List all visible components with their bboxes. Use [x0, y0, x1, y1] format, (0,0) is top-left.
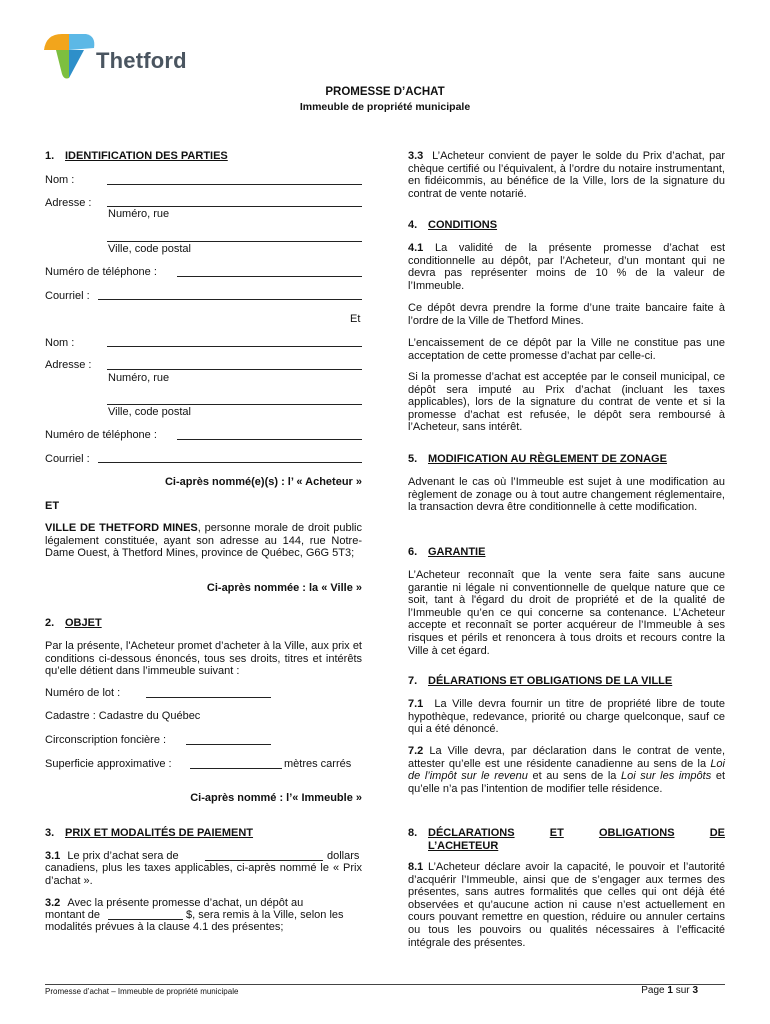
clause-3-1-number: 3.1	[45, 850, 61, 862]
clause-3-3-text: L’Acheteur convient de payer le solde du Prix d’achat, par chèque certifié ou l’équivalent, à l’ordre du notaire instrumentant, en fidéicommis, au bénéfice de la Ville, lors de la signature du contrat de vente notarié.	[408, 150, 725, 200]
nom-label-1: Nom :	[45, 174, 75, 186]
clause-7-2	[408, 745, 725, 795]
telephone-field-1[interactable]	[177, 276, 362, 277]
section-5-text: Advenant le cas où l’Immeuble est sujet à une modification au règlement de zonage ou à tout autre changement réglementaire, la transaction devra être conditionnelle à cette modification.	[408, 476, 725, 514]
clause-4-1	[408, 242, 725, 292]
ville-party-description: , personne morale de droit public légalement constituée, ayant son adresse au 144, rue Notre-Dame Ouest, à Thetford Mines, province de Québec, G6G 5T3;	[45, 522, 362, 560]
section-6-number: 6.	[408, 546, 418, 558]
clause-7-1	[408, 698, 725, 736]
telephone-label-2: Numéro de téléphone :	[45, 429, 157, 441]
clause-7-2-number: 7.2	[408, 745, 424, 757]
courriel-field-1[interactable]	[98, 299, 362, 300]
footer-left-text: Promesse d’achat – Immeuble de propriété municipale	[45, 987, 239, 996]
section-4-title: CONDITIONS	[428, 219, 498, 231]
section-6-text: L’Acheteur reconnaît que la vente sera faite sans aucune garantie ni légale ni conventionnelle de quelque nature que ce soit, tant à l'égard du droit de propriété et de la qualité de l’Immeuble qu’en ce qui concerne sa contenance. L’Acheteur accepte et reconnaît se porter acquéreur de l’Immeuble à ses risques et périls et renoncera à tous droits et recours contre la Ville à cet égard.	[408, 569, 725, 657]
prix-achat-field[interactable]	[205, 860, 323, 861]
adresse-field-1[interactable]	[107, 206, 362, 207]
nom-field-1[interactable]	[107, 184, 362, 185]
section-8-title-line1	[428, 827, 725, 840]
section-2-title: OBJET	[65, 617, 102, 629]
ci-apres-acheteur: Ci-après nommé(e)(s) : l’ « Acheteur »	[164, 476, 362, 488]
courriel-label-1: Courriel :	[45, 290, 90, 302]
clause-3-2-montant-label: montant de	[45, 909, 101, 921]
section-2-number: 2.	[45, 617, 55, 629]
clause-3-2-text-a: Avec la présente promesse d’achat, un dépôt au	[67, 897, 304, 909]
clause-3-2-line1	[45, 897, 362, 910]
ville-party-paragraph	[45, 522, 362, 560]
section-8-title-word1: DÉCLARATIONS	[428, 827, 515, 839]
clause-8-1	[408, 861, 725, 949]
clause-3-2-number: 3.2	[45, 897, 61, 909]
ci-apres-ville: Ci-après nommée : la « Ville »	[206, 582, 362, 594]
clause-4-1-number: 4.1	[408, 242, 424, 254]
clause-3-1-dollars: dollars	[327, 850, 360, 862]
section-8-title-word4: DE	[709, 827, 725, 839]
ville-caption-1: Ville, code postal	[108, 243, 191, 255]
clause-7-2-law-1: Loi de l’impôt sur le revenu	[408, 757, 725, 783]
clause-3-1-text-c: canadiens, plus les taxes applicables, ci-après nommé le « Prix d’achat ».	[45, 862, 362, 887]
footer-page-number	[560, 985, 698, 996]
thetford-logo	[42, 30, 192, 82]
adresse-label-1: Adresse :	[45, 197, 92, 209]
section-3-number: 3.	[45, 827, 55, 839]
adresse-field-2[interactable]	[107, 369, 362, 370]
section-7-title: DÉLARATIONS ET OBLIGATIONS DE LA VILLE	[428, 675, 673, 687]
section-8-title-word2: ET	[549, 827, 564, 839]
paragraph-si-acceptee: Si la promesse d’achat est acceptée par le conseil municipal, ce dépôt sera imputé au Prix d’achat (incluant les taxes applicables), lors de la signature du contrat de vente et si la promesse d’achat est refusée, le dépôt sera remboursé à l’Acheteur, sans intérêt.	[408, 371, 725, 434]
depot-montant-field[interactable]	[108, 919, 183, 920]
thetford-logo-icon	[42, 30, 98, 82]
clause-4-1-text: La validité de la présente promesse d’achat est conditionnelle au dépôt, par l’Acheteur, d’un montant qui ne devra pas représenter moins de 10 % de la valeur de l’Immeuble.	[408, 242, 725, 292]
circonscription-label: Circonscription foncière :	[45, 734, 167, 746]
footer-total-pages: 3	[692, 985, 698, 996]
clause-8-1-text: L’Acheteur déclare avoir la capacité, le pouvoir et l’autorité d’acquérir l’Immeuble, ainsi que de s’engager aux termes des présentes, sans autres formalités que celles qui ont déjà été observées et qu’aucune action ni cause n’est actuellement en cours pouvant remettre en question, réduire ou annuler certains ou tous les pouvoirs ou qualités nécessaires à l’efficacité intégrale des présentes.	[408, 861, 725, 949]
section-8-title	[428, 827, 725, 852]
section-1-number: 1.	[45, 150, 55, 162]
section-5-number: 5.	[408, 453, 418, 465]
footer-page-word: Page	[641, 985, 665, 996]
lot-label: Numéro de lot :	[45, 687, 121, 699]
section-6-title: GARANTIE	[428, 546, 486, 558]
clause-3-3-number: 3.3	[408, 150, 424, 162]
clause-7-1-number: 7.1	[408, 698, 424, 710]
section-8-number: 8.	[408, 827, 418, 839]
section-3-title: PRIX ET MODALITÉS DE PAIEMENT	[65, 827, 254, 839]
lot-field[interactable]	[146, 697, 271, 698]
nom-field-2[interactable]	[107, 346, 362, 347]
telephone-label-1: Numéro de téléphone :	[45, 266, 157, 278]
ci-apres-immeuble: Ci-après nommé : l’« Immeuble »	[190, 792, 362, 804]
section-8-title-word3: OBLIGATIONS	[598, 827, 675, 839]
footer-current-page: 1	[667, 985, 673, 996]
et-heading: ET	[45, 500, 60, 512]
paragraph-depot: Ce dépôt devra prendre la forme d’une traite bancaire faite à l’ordre de la Ville de Thetford Mines.	[408, 302, 725, 327]
section-4-number: 4.	[408, 219, 418, 231]
paragraph-encaissement: L’encaissement de ce dépôt par la Ville ne constitue pas une acceptation de cette promesse d’achat par celle-ci.	[408, 337, 725, 362]
numero-rue-caption-1: Numéro, rue	[108, 208, 170, 220]
section-2-text: Par la présente, l'Acheteur promet d’acheter à la Ville, aux prix et conditions ci-dessous énoncés, tous ses droits, titres et intérêts qu’elle détient dans l’immeuble suivant :	[45, 640, 362, 678]
telephone-field-2[interactable]	[177, 439, 362, 440]
clause-7-1-text: La Ville devra fournir un titre de propriété libre de toute hypothèque, redevance, priorité ou charge quelconque, sauf ce qui a été dénoncé.	[408, 698, 725, 736]
ville-party-name: VILLE DE THETFORD MINES	[45, 522, 198, 534]
courriel-field-2[interactable]	[98, 462, 362, 463]
page-subtitle: Immeuble de propriété municipale	[299, 101, 471, 113]
numero-rue-caption-2: Numéro, rue	[108, 372, 170, 384]
section-5-title: MODIFICATION AU RÈGLEMENT DE ZONAGE	[428, 453, 667, 465]
clause-3-2-text-c: $, sera remis à la Ville, selon les	[186, 909, 344, 921]
superficie-field[interactable]	[190, 768, 282, 769]
section-8-title-line2: L’ACHETEUR	[428, 839, 499, 852]
clause-3-2-text-d: modalités prévues à la clause 4.1 des présentes;	[45, 921, 284, 933]
section-1-title: IDENTIFICATION DES PARTIES	[65, 150, 228, 162]
clause-7-2-law-2: Loi sur les impôts	[620, 770, 712, 783]
footer-sur-word: sur	[675, 985, 690, 996]
clause-8-1-number: 8.1	[408, 861, 424, 873]
clause-7-2-text-c: et qu’elle n’a pas l’intention de modifier telle résidence.	[408, 770, 725, 795]
ville-caption-2: Ville, code postal	[108, 406, 191, 418]
superficie-label: Superficie approximative :	[45, 758, 172, 770]
metres-carres-unit: mètres carrés	[284, 758, 352, 770]
clause-7-2-text-b: et au sens de la	[527, 770, 621, 783]
logo-text: Thetford	[96, 48, 187, 73]
nom-label-2: Nom :	[45, 337, 75, 349]
clause-3-3	[408, 150, 725, 200]
adresse-label-2: Adresse :	[45, 359, 92, 371]
ville-field-1[interactable]	[107, 241, 362, 242]
clause-3-1-text-a: Le prix d’achat sera de	[67, 850, 179, 862]
circonscription-field[interactable]	[186, 744, 271, 745]
page-title: PROMESSE D’ACHAT	[325, 86, 445, 98]
et-separator: Et	[350, 313, 361, 325]
ville-field-2[interactable]	[107, 404, 362, 405]
courriel-label-2: Courriel :	[45, 453, 90, 465]
cadastre-text: Cadastre : Cadastre du Québec	[45, 710, 201, 722]
section-7-number: 7.	[408, 675, 418, 687]
clause-7-2-text-a: La Ville devra, par déclaration dans le contrat de vente, attester qu’elle est une résidente canadienne au sens de la	[408, 745, 726, 770]
